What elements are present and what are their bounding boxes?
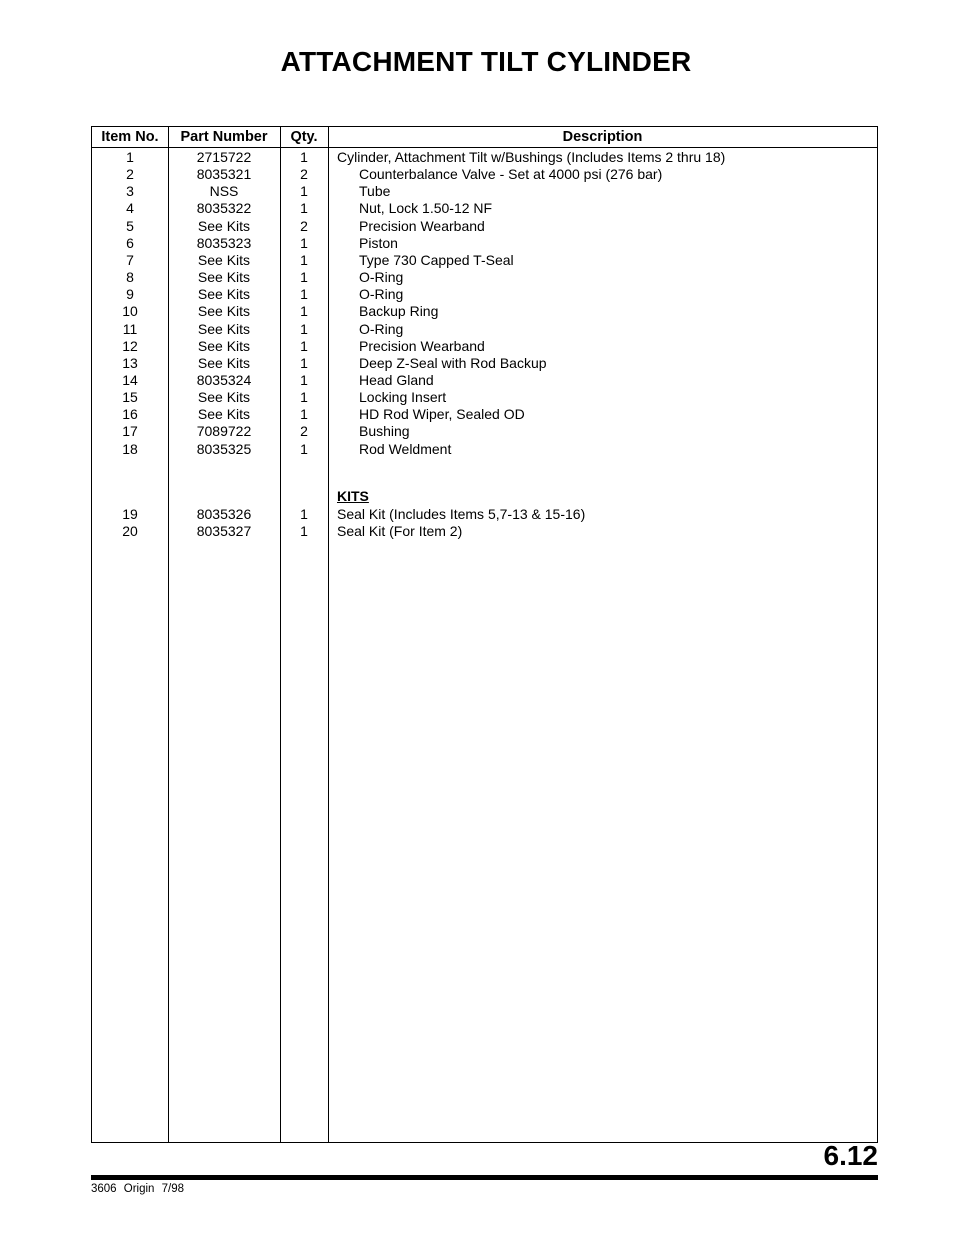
item-number: 4 (126, 200, 134, 217)
part-number: See Kits (197, 269, 251, 286)
header-part-number: Part Number (180, 129, 268, 145)
part-number: 2715722 (196, 149, 252, 165)
item-number: 17 (122, 423, 138, 440)
quantity: 1 (300, 200, 308, 217)
table-row (92, 523, 877, 540)
part-number: 8035322 (196, 200, 252, 217)
item-number: 12 (122, 337, 138, 354)
quantity: 1 (300, 234, 308, 251)
header-qty: Qty. (290, 129, 318, 145)
description: Type 730 Capped T-Seal (359, 251, 514, 268)
quantity: 1 (300, 269, 308, 286)
part-number: See Kits (197, 406, 251, 423)
item-number: 3 (126, 183, 134, 200)
item-number: 2 (126, 166, 134, 183)
part-number: See Kits (197, 217, 251, 234)
table-row (92, 441, 877, 458)
page-title: ATTACHMENT TILT CYLINDER (280, 46, 692, 77)
item-number: 16 (122, 406, 138, 423)
item-number: 13 (122, 354, 138, 371)
part-number: See Kits (197, 303, 251, 320)
description: O-Ring (359, 269, 404, 286)
footer-rule (91, 1175, 878, 1180)
description: Precision Wearband (359, 217, 485, 234)
header-item-no: Item No. (101, 129, 159, 145)
quantity: 1 (300, 149, 308, 165)
table-row (92, 235, 877, 252)
description: Tube (359, 183, 391, 200)
table-row (92, 506, 877, 523)
description: Rod Weldment (359, 440, 452, 457)
quantity: 1 (300, 303, 308, 320)
part-number: See Kits (197, 354, 251, 371)
quantity: 1 (300, 337, 308, 354)
part-number: 7089722 (196, 423, 252, 440)
table-row (92, 183, 877, 200)
table-row (92, 166, 877, 183)
quantity: 1 (300, 523, 308, 540)
table-row (92, 252, 877, 269)
section-number: 6.12 (823, 1140, 878, 1171)
item-number: 7 (126, 251, 134, 268)
description: Cylinder, Attachment Tilt w/Bushings (Includes Items 2 thru 18) (337, 149, 726, 165)
part-number: See Kits (197, 286, 251, 303)
table-row (92, 269, 877, 286)
table-row (92, 372, 877, 389)
description: O-Ring (359, 286, 404, 303)
item-number: 6 (126, 234, 134, 251)
quantity: 1 (300, 251, 308, 268)
quantity: 2 (300, 217, 308, 234)
item-number: 9 (126, 286, 134, 303)
item-number: 1 (126, 149, 134, 165)
table-row (92, 218, 877, 235)
header-description: Description (562, 129, 643, 145)
part-number: 8035323 (196, 234, 252, 251)
table-row (92, 355, 877, 372)
quantity: 1 (300, 183, 308, 200)
quantity: 1 (300, 286, 308, 303)
description: Counterbalance Valve - Set at 4000 psi (276 bar) (359, 166, 663, 183)
description: Seal Kit (For Item 2) (337, 523, 463, 540)
description: Nut, Lock 1.50-12 NF (359, 200, 493, 217)
part-number: 8035326 (196, 506, 252, 522)
table-row (92, 303, 877, 320)
description: Backup Ring (359, 303, 439, 320)
table-row (92, 286, 877, 303)
kits-heading: KITS (337, 488, 369, 504)
quantity: 1 (300, 320, 308, 337)
description: Seal Kit (Includes Items 5,7-13 & 15-16) (337, 506, 586, 522)
parts-table (91, 126, 878, 1143)
quantity: 2 (300, 166, 308, 183)
description: Locking Insert (359, 389, 447, 406)
quantity: 1 (300, 389, 308, 406)
quantity: 1 (300, 371, 308, 388)
item-number: 20 (122, 523, 138, 540)
quantity: 1 (300, 406, 308, 423)
description: Precision Wearband (359, 337, 485, 354)
description: Deep Z-Seal with Rod Backup (359, 354, 547, 371)
item-number: 10 (122, 303, 138, 320)
part-number: 8035321 (196, 166, 252, 183)
quantity: 1 (300, 440, 308, 457)
part-number: See Kits (197, 337, 251, 354)
item-number: 11 (122, 320, 138, 337)
quantity: 1 (300, 354, 308, 371)
description: Head Gland (359, 371, 434, 388)
part-number: See Kits (197, 320, 251, 337)
part-number: See Kits (197, 251, 251, 268)
item-number: 19 (122, 506, 138, 522)
table-row (92, 321, 877, 338)
table-row (92, 423, 877, 440)
table-row (92, 406, 877, 423)
description: O-Ring (359, 320, 404, 337)
item-number: 18 (122, 440, 138, 457)
part-number: See Kits (197, 389, 251, 406)
description: Bushing (359, 423, 410, 440)
footer-text: 3606 Origin 7/98 (91, 1183, 185, 1195)
description: HD Rod Wiper, Sealed OD (359, 406, 525, 423)
part-number: 8035324 (196, 371, 252, 388)
header-divider (92, 147, 877, 148)
table-row (92, 149, 877, 166)
part-number: 8035327 (196, 523, 252, 540)
item-number: 15 (122, 389, 138, 406)
quantity: 1 (300, 506, 308, 522)
item-number: 8 (126, 269, 134, 286)
table-row (92, 200, 877, 217)
quantity: 2 (300, 423, 308, 440)
table-row (92, 389, 877, 406)
item-number: 5 (126, 217, 134, 234)
part-number: NSS (209, 183, 239, 200)
description: Piston (359, 234, 398, 251)
table-row (92, 338, 877, 355)
part-number: 8035325 (196, 440, 252, 457)
item-number: 14 (122, 371, 138, 388)
